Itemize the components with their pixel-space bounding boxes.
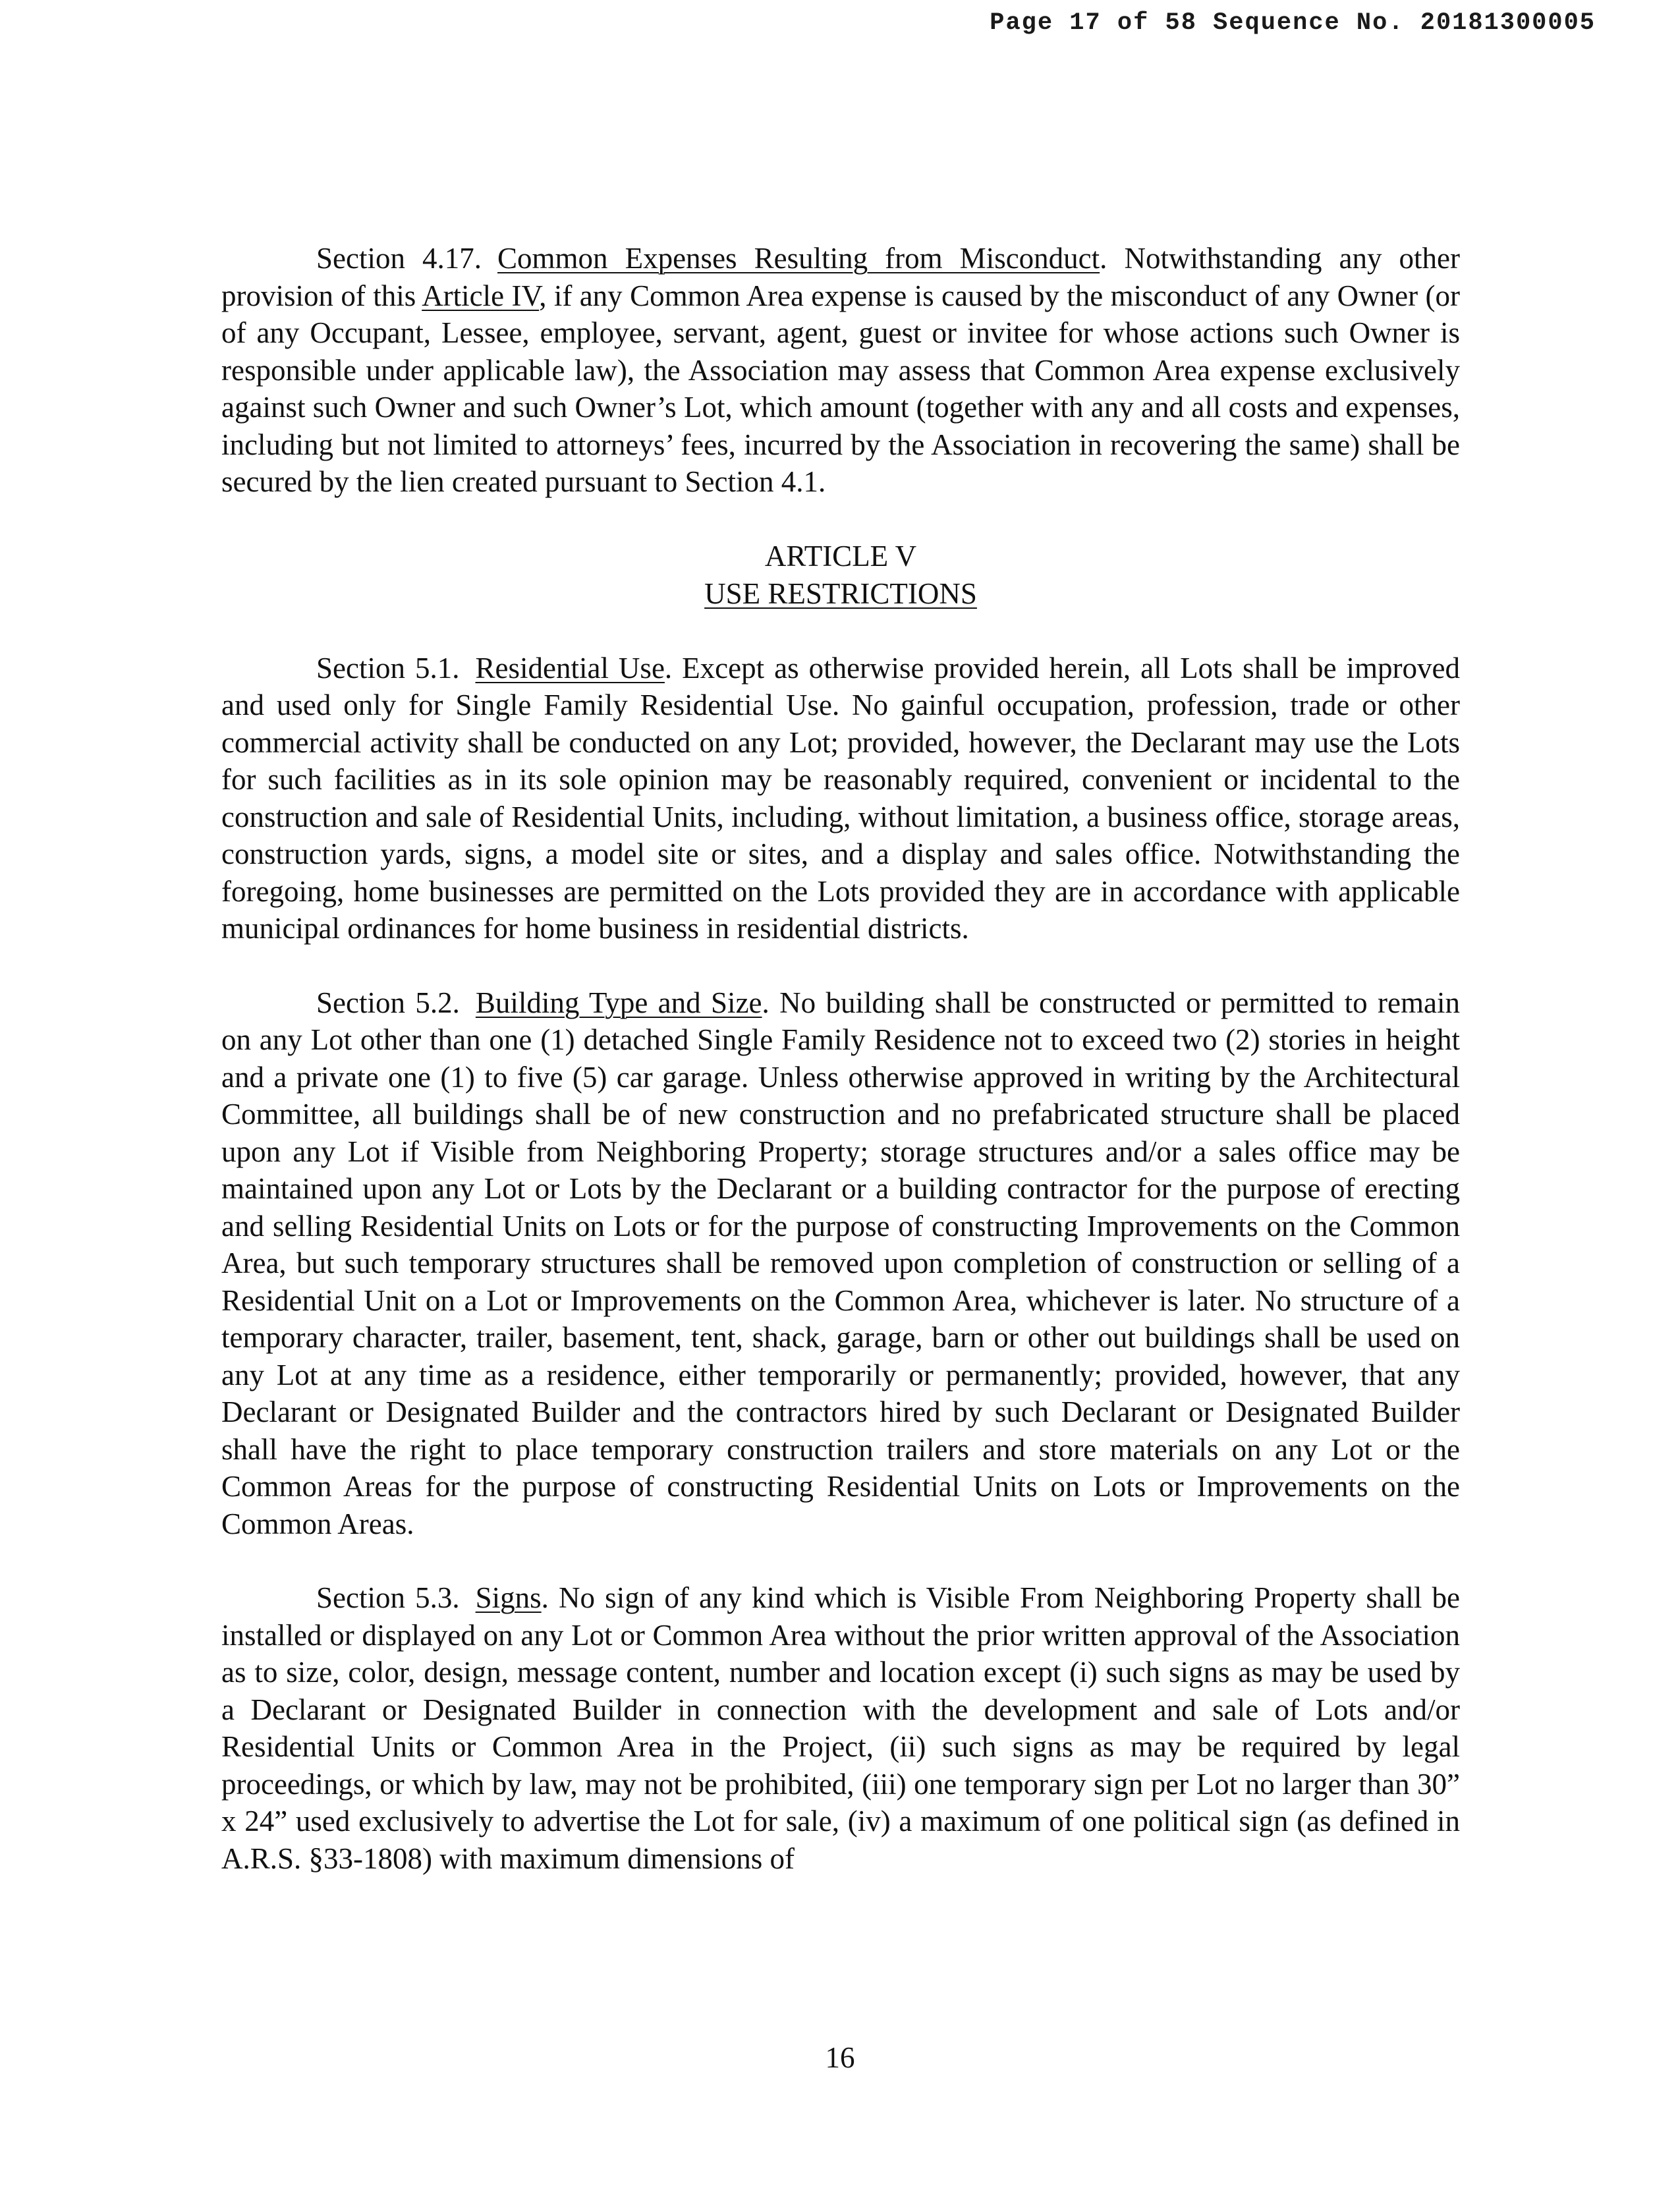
section-4-17 [221, 240, 1460, 501]
section-text: . Notwithstanding any other provision of this [221, 242, 1460, 312]
section-number: Section 5.2. [316, 986, 460, 1019]
article-reference: Article IV [422, 279, 540, 312]
section-title: Residential Use [475, 651, 665, 685]
section-text: . No sign of any kind which is Visible From Neighboring Property shall be installed or displayed on any Lot or Common Area without the prior written approval of the Association as to size, color, design, message content, number and location except (i) such signs as may be used by a Declarant or Designated Builder in connection with the development and sale of Lots and/or Residential Units or Common Area in the Project, (ii) such signs as may be required by legal proceedings, or which by law, may not be prohibited, (iii) one temporary sign per Lot no larger than 30” x 24” used exclusively to advertise the Lot for sale, (iv) a maximum of one political sign (as defined in A.R.S. §33-1808) with maximum dimensions of [221, 1581, 1460, 1875]
section-title: Signs [475, 1581, 542, 1614]
section-number: Section 5.1. [316, 651, 460, 685]
section-text: . No building shall be constructed or permitted to remain on any Lot other than one (1) detached Single Family Residence not to exceed two (2) stories in height and a private one (1) to five (5) car garage. Unless otherwise approved in writing by the Architectural Committee, all buildings shall be of new construction and no prefabricated structure shall be placed upon any Lot if Visible from Neighboring Property; storage structures and/or a sales office may be maintained upon any Lot or Lots by the Declarant or a building contractor for the purpose of erecting and selling Residential Units on Lots or for the purpose of constructing Improvements on the Common Area, but such temporary structures shall be removed upon completion of construction or selling of a Residential Unit on a Lot or Improvements on the Common Area, whichever is later. No structure of a temporary character, trailer, basement, tent, shack, garage, barn or other out buildings shall be used on any Lot at any time as a residence, either temporarily or permanently; provided, however, that any Declarant or Designated Builder and the contractors hired by such Declarant or Designated Builder shall have the right to place temporary construction trailers and store materials on any Lot or the Common Areas for the purpose of constructing Residential Units on Lots or Improvements on the Common Areas. [221, 986, 1460, 1540]
section-5-1 [221, 650, 1460, 947]
section-title: Common Expenses Resulting from Misconduct [497, 242, 1100, 275]
section-text: . Except as otherwise provided herein, all Lots shall be improved and used only for Single Family Residential Use. No gainful occupation, profession, trade or other commercial activity shall be conducted on any Lot; provided, however, the Declarant may use the Lots for such facilities as in its sole opinion may be reasonably required, convenient or incidental to the construction and sale of Residential Units, including, without limitation, a business office, storage areas, construction yards, signs, a model site or sites, and a display and sales office. Notwithstanding the foregoing, home businesses are permitted on the Lots provided they are in accordance with applicable municipal ordinances for home business in residential districts. [221, 651, 1461, 945]
document-body [221, 240, 1460, 1914]
section-title: Building Type and Size [475, 986, 762, 1019]
page-header: Page 17 of 58 Sequence No. 20181300005 [990, 9, 1596, 37]
article-label: ARTICLE V [764, 539, 917, 573]
page-number: 16 [825, 2041, 855, 2074]
section-5-2 [221, 984, 1460, 1543]
section-number: Section 5.3. [316, 1581, 460, 1614]
article-title: USE RESTRICTIONS [704, 576, 977, 610]
section-number: Section 4.17. [316, 242, 482, 275]
article-heading [221, 538, 1460, 613]
section-5-3 [221, 1579, 1460, 1877]
section-text: , if any Common Area expense is caused by the misconduct of any Owner (or of any Occupant, Lessee, employee, servant, agent, guest or invitee for whose actions such Owner is responsible under applicable law), the Association may assess that Common Area expense exclusively against such Owner and such Owner’s Lot, which amount (together with any and all costs and expenses, including but not limited to attorneys’ fees, incurred by the Association in recovering the same) shall be secured by the lien created pursuant to Section 4.1. [221, 279, 1460, 498]
